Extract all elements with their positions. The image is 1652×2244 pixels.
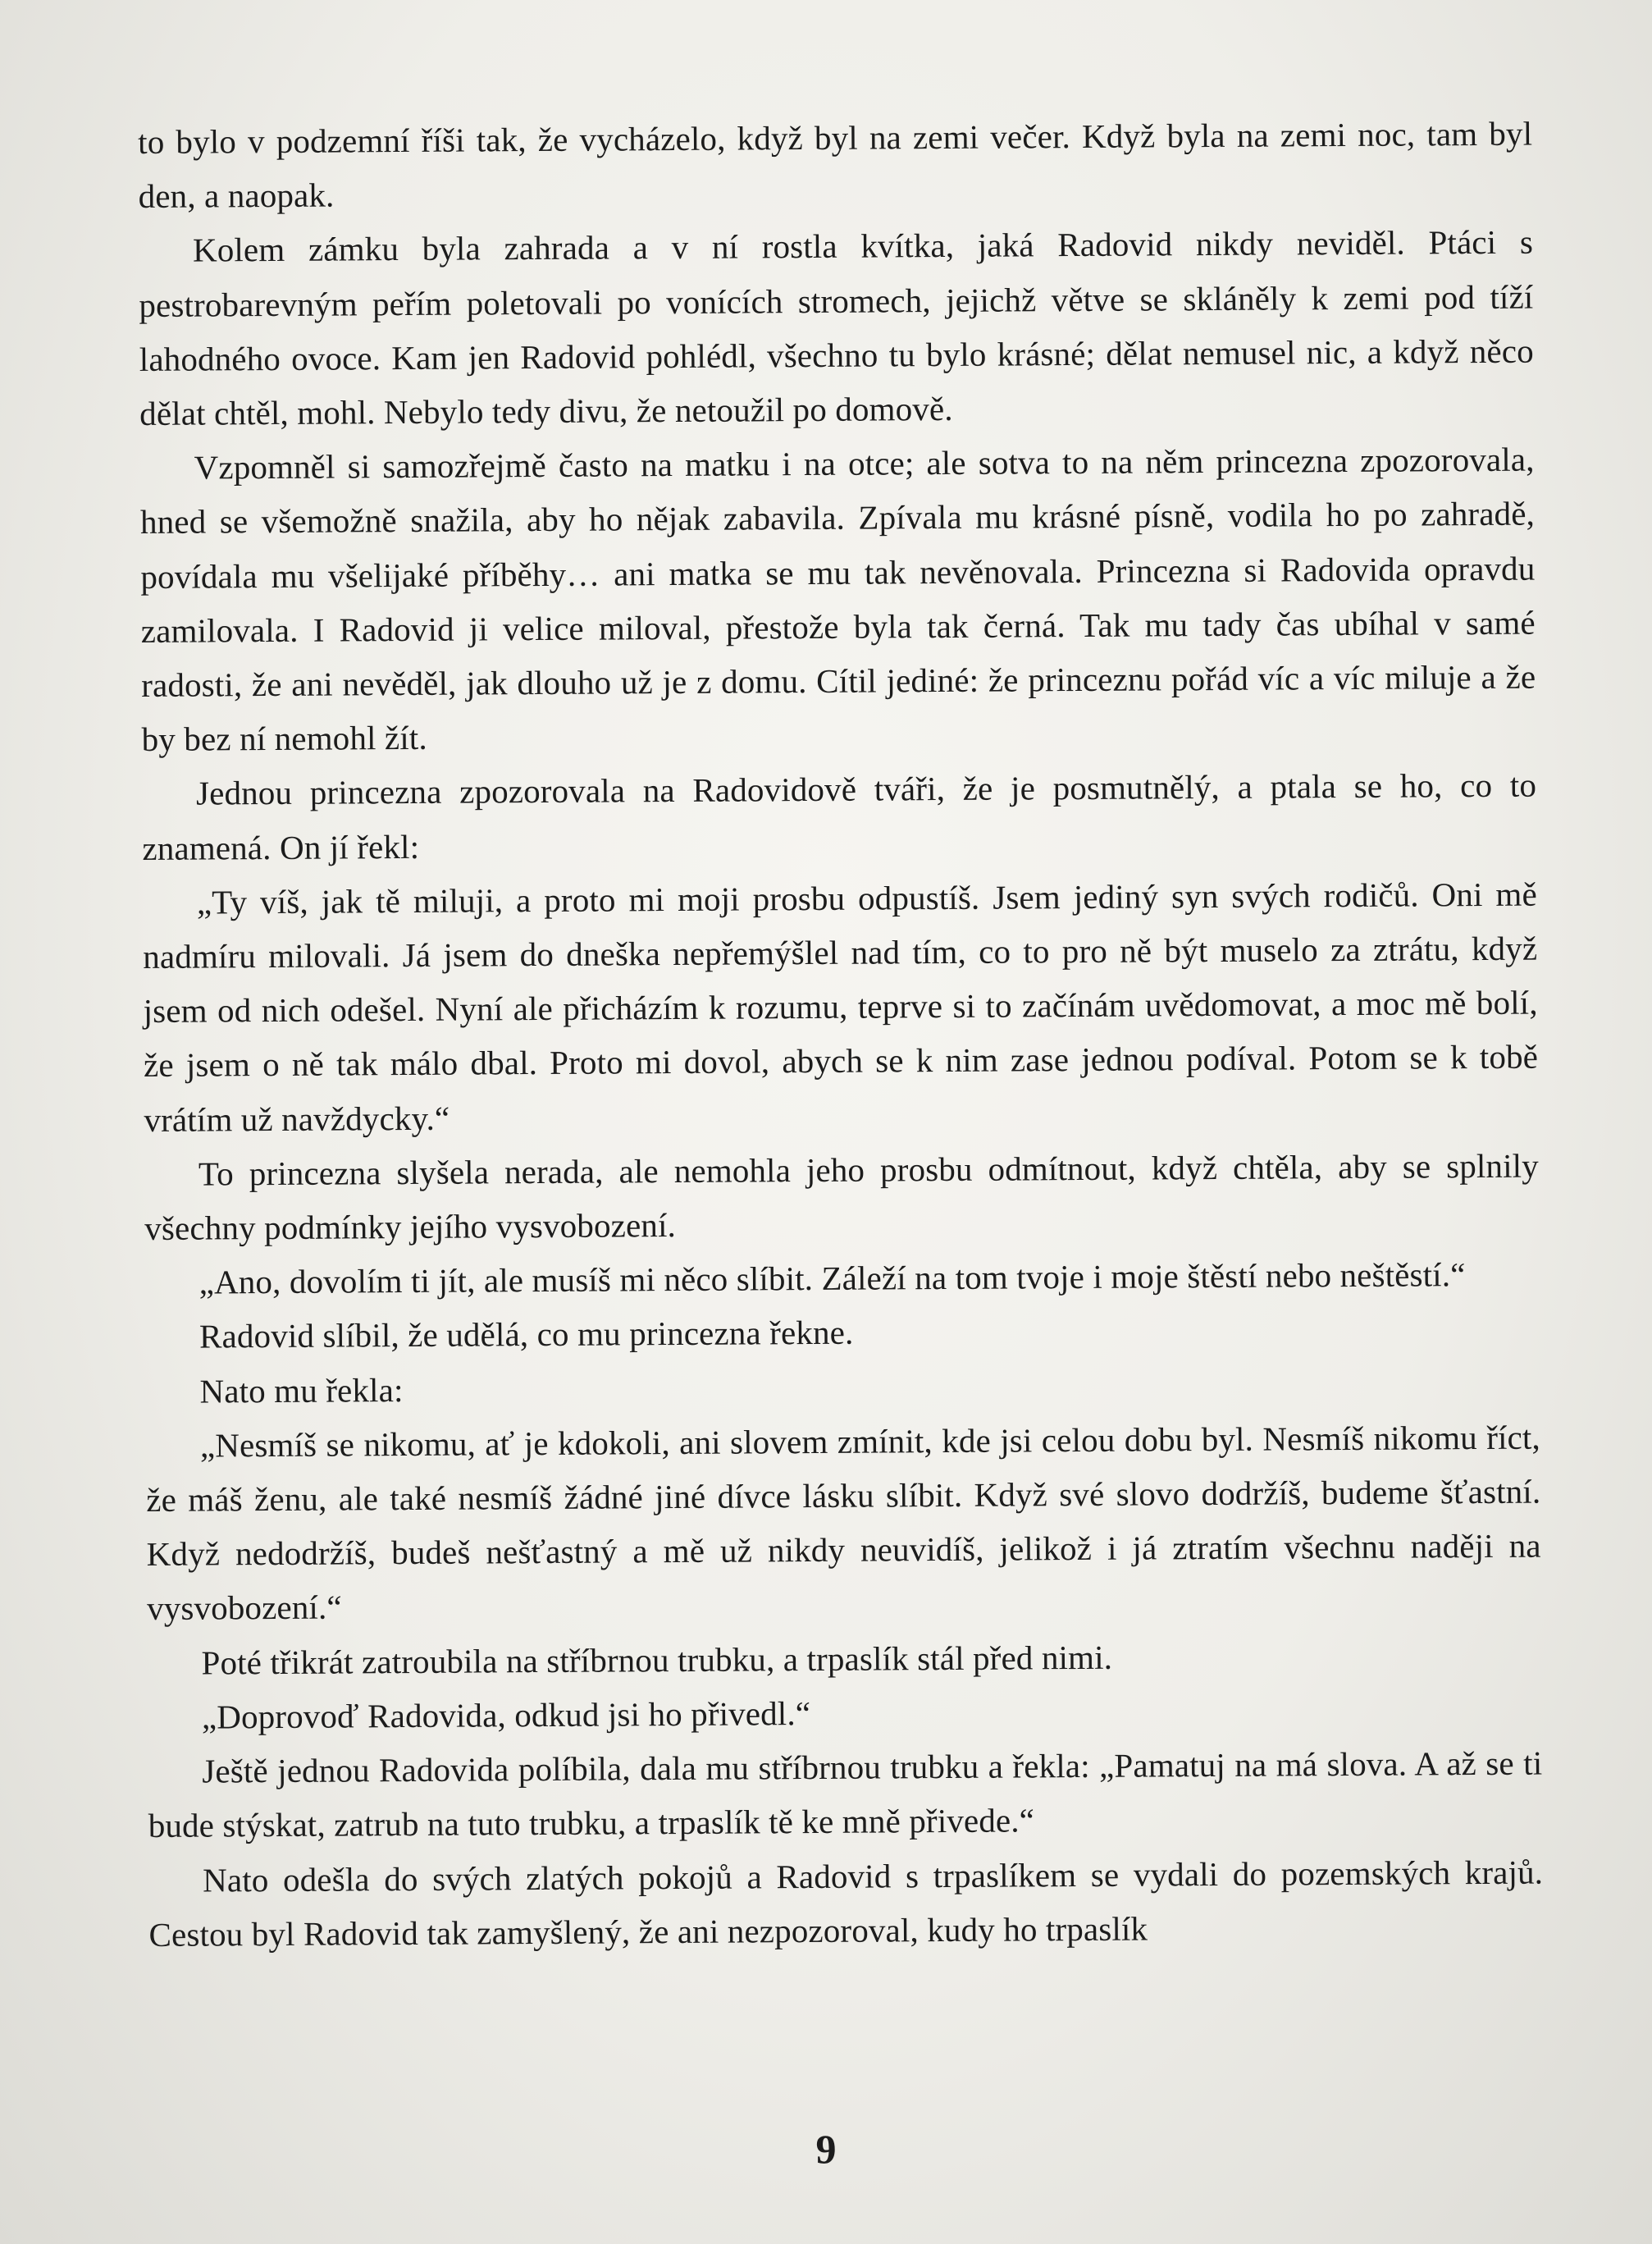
paragraph: „Nesmíš se nikomu, ať je kdokoli, ani slovem zmínit, kde jsi celou dobu byl. Nesmíš nikomu říct, že máš ženu, ale také nesmíš žádné jiné dívce lásku slíbit. Když své slovo dodržíš, budeme šťastní. Když nedodržíš, budeš nešťastný a mě už nikdy neuvidíš, jelikož i já ztratím všechnu naději na vysvobození.“ (146, 1418, 1541, 1628)
paragraph: Ještě jednou Radovida políbila, dala mu stříbrnou trubku a řekla: „Pamatuj na má slova. A až se ti bude stýskat, zatrub na tuto trubku, a trpaslík tě ke mně přivede.“ (148, 1744, 1543, 1845)
paragraph: „Ano, dovolím ti jít, ale musíš mi něco slíbit. Záleží na tom tvoje i moje štěstí nebo neštěstí.“ (199, 1255, 1466, 1301)
paragraph: Nato odešla do svých zlatých pokojů a Radovid s trpaslíkem se vydali do pozemských krajů. Cestou byl Radovid tak zamyšlený, že ani nezpozoroval, kudy ho trpaslík (148, 1853, 1544, 1954)
paragraph: Poté třikrát zatroubila na stříbrnou trubku, a trpaslík stál před nimi. (201, 1638, 1113, 1682)
paragraph: Kolem zámku byla zahrada a v ní rostla kvítka, jaká Radovid nikdy neviděl. Ptáci s pestrobarevným peřím poletovali po vonících stromech, jejichž větve se skláněly k zemi pod tíží lahodného ovoce. Kam jen Radovid pohlédl, všechno tu bylo krásné; dělat nemusel nic, a když něco dělat chtěl, mohl. Nebylo tedy divu, že netoužil po domově. (139, 223, 1534, 433)
paragraph: „Doprovoď Radovida, odkud jsi ho přivedl.“ (201, 1693, 811, 1736)
paragraph: Nato mu řekla: (199, 1370, 404, 1410)
paragraph: To princezna slyšela nerada, ale nemohla jeho prosbu odmítnout, když chtěla, aby se splnily všechny podmínky jejího vysvobození. (144, 1146, 1539, 1248)
paragraph: Jednou princezna zpozorovala na Radovidově tváři, že je posmutnělý, a ptala se ho, co to znamená. On jí řekl: (142, 766, 1537, 867)
paragraph: „Ty víš, jak tě miluji, a proto mi moji prosbu odpustíš. Jsem jediný syn svých rodičů. Oni mě nadmíru milovali. Já jsem do dneška nepřemýšlel nad tím, co to pro ně být muselo za ztrátu, když jsem od nich odešel. Nyní ale přicházím k rozumu, teprve si to začínám uvědomovat, a moc mě bolí, že jsem o ně tak málo dbal. Proto mi dovol, abych se k nim zase jednou podíval. Potom se k tobě vrátím už navždycky.“ (143, 875, 1539, 1139)
body-text (138, 107, 1544, 1962)
paragraph: Radovid slíbil, že udělá, co mu princezna řekne. (199, 1314, 854, 1356)
paragraph: to bylo v podzemní říši tak, že vycházelo, když byl na zemi večer. Když byla na zemi noc, tam byl den, a naopak. (138, 114, 1533, 216)
page-number: 9 (815, 2126, 837, 2172)
paragraph: Vzpomněl si samozřejmě často na matku i na otce; ale sotva to na něm princezna zpozorovala, hned se všemožně snažila, aby ho nějak zabavila. Zpívala mu krásné písně, vodila ho po zahradě, povídala mu všelijaké příběhy… ani matka se mu tak nevěnovala. Princezna si Radovida opravdu zamilovala. I Radovid ji velice miloval, přestože byla tak černá. Tak mu tady čas ubíhal v samé radosti, že ani nevěděl, jak dlouho už je z domu. Cítil jediné: že princeznu pořád víc a víc miluje a že by bez ní nemohl žít. (139, 440, 1536, 759)
